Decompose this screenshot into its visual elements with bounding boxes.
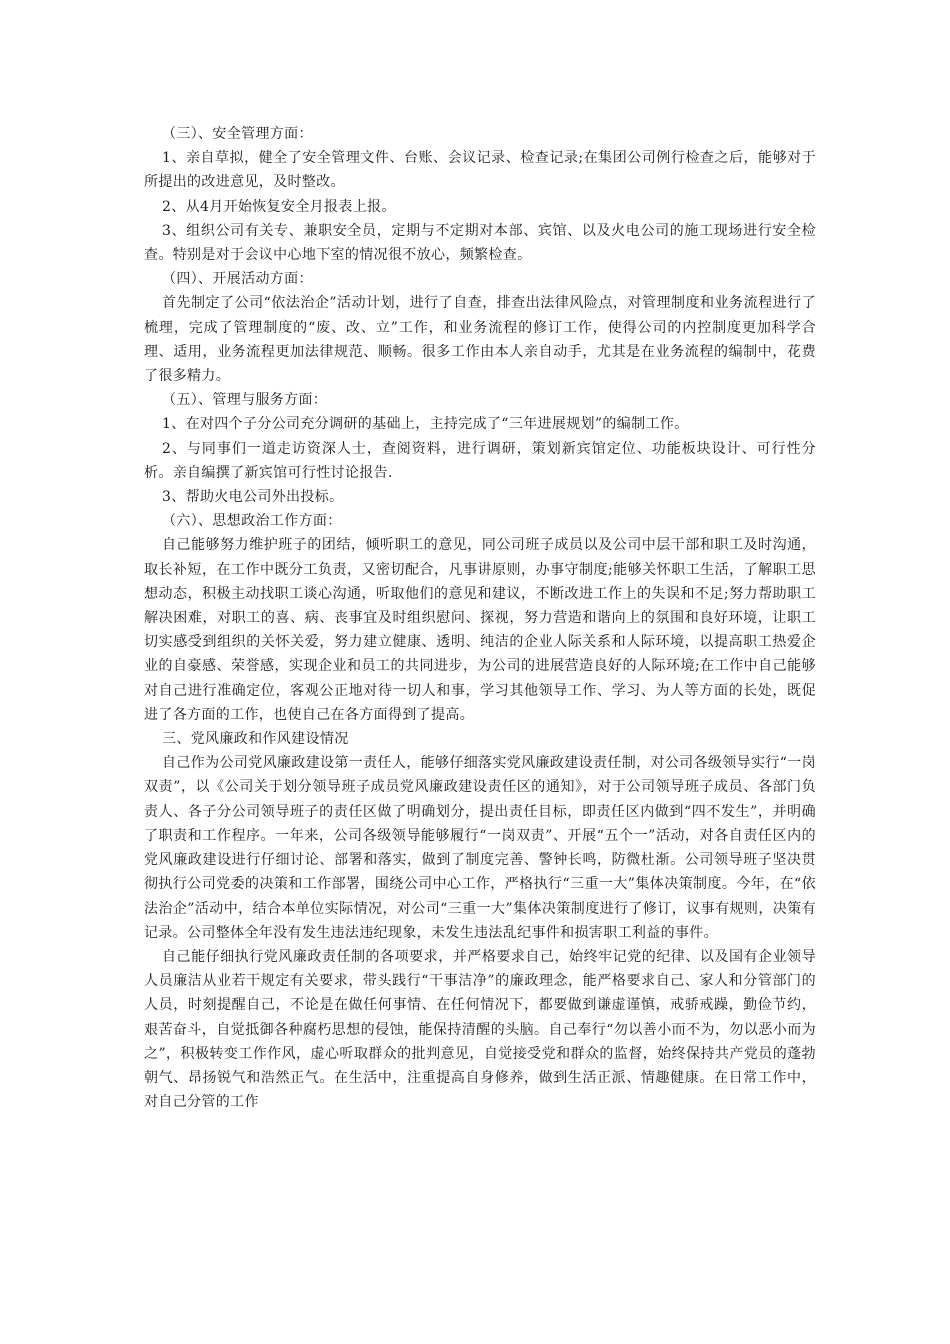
section-heading-ideology: （六）、思想政治工作方面： [162, 513, 342, 530]
section-heading-management: （五）、管理与服务方面： [162, 392, 328, 409]
document-body [144, 122, 816, 1114]
paragraph: 1、亲自草拟，健全了安全管理文件、台账、会议记录、检查记录;在集团公司例行检查之后，能够对于所提出的改进意见，及时整改。 [144, 150, 816, 191]
paragraph: 3、组织公司有关专、兼职安全员，定期与不定期对本部、宾馆、以及火电公司的施工现场进行安全检查。特别是对于会议中心地下室的情况很不放心，频繁检查。 [144, 222, 816, 264]
paragraph: 2、与同事们一道走访资深人士，查阅资料，进行调研，策划新宾馆定位、功能板块设计、可行性分析。亲自编撰了新宾馆可行性讨论报告. [144, 440, 816, 481]
paragraph: 自己作为公司党风廉政建设第一责任人，能够仔细落实党风廉政建设责任制，对公司各级领导实行“一岗双责”，以《公司关于划分领导班子成员党风廉政建设责任区的通知》，对于公司领导班子成员、各部门负责人、各子分公司领导班子的责任区做了明确划分，提出责任目标，即责任区内做到“四不发生”，并明确了职责和工作程序。一年来，公司各级领导能够履行“一岗双责”、开展“五个一”活动，对各自责任区内的党风廉政建设进行仔细讨论、部署和落实，做到了制度完善、警钟长鸣，防微杜渐。公司领导班子坚决贯彻执行公司党委的决策和工作部署，围绕公司中心工作，严格执行“三重一大”集体决策制度。今年，在“依法治企”活动中，结合本单位实际情况，对公司“三重一大”集体决策制度进行了修订，议事有规则，决策有记录。公司整体全年没有发生违法违纪现象，未发生违法乱纪事件和损害职工利益的事件。 [144, 755, 816, 941]
section-heading-safety: （三）、安全管理方面： [162, 126, 313, 142]
paragraph: 自己能仔细执行党风廉政责任制的各项要求，并严格要求自己，始终牢记党的纪律、以及国有企业领导人员廉洁从业若干规定有关要求，带头践行“干事洁净”的廉政理念，能严格要求自己、家人和分管部门的人员，时刻提醒自己，不论是在做任何事情、在任何情况下，都要做到谦虚谨慎，戒骄戒躁，勤俭节约，艰苦奋斗，自觉抵御各种腐朽思想的侵蚀，能保持清醒的头脑。自己奉行“勿以善小而不为，勿以恶小而为之”，积极转变工作作风，虚心听取群众的批判意见，自觉接受党和群众的监督，始终保持共产党员的蓬勃朝气、昂扬锐气和浩然正气。在生活中，注重提高自身修养，做到生活正派、情趣健康。在日常工作中，对自己分管的工作 [144, 948, 816, 1111]
paragraph: 首先制定了公司“依法治企”活动计划，进行了自查，排查出法律风险点，对管理制度和业务流程进行了梳理，完成了管理制度的“废、改、立”工作，和业务流程的修订工作，使得公司的内控制度更加科学合理、适用，业务流程更加法律规范、顺畅。很多工作由本人亲自动手，尤其是在业务流程的编制中，花费了很多精力。 [144, 295, 816, 385]
section-heading-integrity: 三、党风廉政和作风建设情况 [162, 731, 349, 748]
paragraph: 2、从4月开始恢复安全月报表上报。 [162, 198, 396, 215]
paragraph: 自己能够努力维护班子的团结，倾听职工的意见，同公司班子成员以及公司中层干部和职工及时沟通，取长补短，在工作中既分工负责，又密切配合，凡事讲原则，办事守制度;能够关怀职工生活，了解职工思想动态，积极主动找职工谈心沟通，听取他们的意见和建议，不断改进工作上的失误和不足;努力帮助职工解决困难，对职工的喜、病、丧事宜及时组织慰问、探视，努力营造和谐向上的氛围和良好环境，让职工切实感受到组织的关怀关爱，努力建立健康、透明、纯洁的企业人际关系和人际环境，以提高职工热爱企业的自豪感、荣誉感，实现企业和员工的共同进步，为公司的进展营造良好的人际环境;在工作中自己能够对自己进行准确定位，客观公正地对待一切人和事，学习其他领导工作、学习、为人等方面的长处，既促进了各方面的工作，也使自己在各方面得到了提高。 [144, 537, 816, 723]
paragraph: 1、在对四个子分公司充分调研的基础上，主持完成了“三年进展规划”的编制工作。 [162, 416, 689, 433]
paragraph: 3、帮助火电公司外出投标。 [162, 489, 344, 506]
section-heading-activities: （四）、开展活动方面： [162, 271, 313, 288]
